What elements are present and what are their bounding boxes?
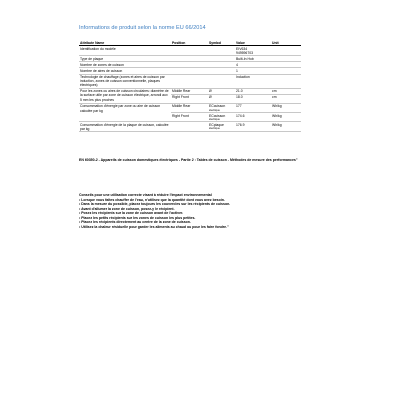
tip-item: • Posez les récipients sur la zone de cuisson avant de l'activer. (79, 211, 184, 215)
attribute-value: 174.6 (235, 113, 271, 122)
attribute-symbol: ECcuisson électrique (208, 103, 235, 112)
model-id-value: EIV634 (236, 46, 248, 51)
header-position: Position (171, 40, 208, 46)
attribute-value: Built-In Hob (235, 56, 271, 62)
product-info-table (79, 40, 301, 132)
attribute-name: Nombre de aires de cuisson (79, 68, 171, 74)
attribute-symbol: Ø (208, 88, 235, 94)
tip-item: • Dans la mesure du possible, placez toujours les couvercles sur les récipients de cuisson. (79, 202, 231, 206)
attribute-unit: Wh/kg (271, 122, 301, 132)
attribute-unit: Wh/kg (271, 113, 301, 122)
table-row (79, 46, 301, 56)
attribute-name: Type de plaque (79, 56, 171, 62)
attribute-name: Identification du modèle (79, 46, 171, 56)
standard-reference: EN 60350-2 - Appareils de cuisson domestiques électriques - Partie 2 : Tables de cuisson - Méthodes de mesure des performances" (79, 158, 298, 162)
tips-heading: Conseils pour une utilisation correcte visant à réduire l'impact environnemental (79, 193, 212, 197)
tip-item: • Lorsque vous faites chauffer de l'eau, n'utilisez que la quantité dont vous avez besoin. (79, 197, 225, 202)
attribute-symbol: ECcuisson électrique (208, 113, 235, 122)
header-symbol: Symbol (208, 40, 235, 46)
attribute-position: Right Front (171, 94, 208, 103)
product-number-value: 949596703 (236, 50, 253, 55)
usage-tips (79, 193, 319, 229)
attribute-name: Consommation d'énergie de la plaque de cuisson, calculée par kg (79, 122, 171, 132)
attribute-position: Right Front (171, 113, 208, 122)
header-attribute-name: Attribute Name (79, 40, 171, 46)
attribute-value: 4 (235, 62, 271, 68)
tip-item: • Placez les récipients directement au centre de la zone de cuisson. (79, 220, 191, 224)
document-title: Informations de produit selon la norme EU 66/2014 (79, 25, 206, 31)
tip-item: • Utilisez la chaleur résiduelle pour garder les aliments au chaud ou pour les faire fondre." (79, 224, 229, 229)
attribute-symbol: Ø (208, 94, 235, 103)
attribute-value (235, 46, 271, 56)
attribute-value: Induction (235, 74, 271, 88)
attribute-value: 177 (235, 103, 271, 112)
header-unit: Unit (271, 40, 301, 46)
attribute-name: Consommation d'énergie par zone ou aire de cuisson calculée par kg (79, 103, 171, 121)
attribute-unit: cm (271, 94, 301, 103)
attribute-value: 176.9 (235, 122, 271, 132)
attribute-value: 18.0 (235, 94, 271, 103)
header-value: Value (235, 40, 271, 46)
attribute-name: Technologie de chauffage (zones et aires de cuisson par induction, zones de cuisson conventionnelle, plaques électriques) (79, 74, 171, 88)
table-row (79, 103, 301, 112)
attribute-symbol: ECplaque électrique (208, 122, 235, 132)
table-row (79, 122, 301, 132)
attribute-value: 21.0 (235, 88, 271, 94)
attribute-name: Pour les zones ou aires de cuisson circulaires: diamètre de la surface utile par zone de cuisson électrique, arrondi aux 5 mm les plus proches (79, 88, 171, 103)
attribute-unit: cm (271, 88, 301, 94)
attribute-value: 1 (235, 68, 271, 74)
attribute-unit: Wh/kg (271, 103, 301, 112)
attribute-position: Middle Rear (171, 88, 208, 94)
attribute-position: Middle Rear (171, 103, 208, 112)
attribute-name: Nombre de zones de cuisson (79, 62, 171, 68)
tip-item: • Placez les petits récipients sur les zones de cuisson les plus petites. (79, 215, 196, 220)
tip-item: • Avant d'allumer la zone de cuisson, posez-y le récipient. (79, 206, 175, 211)
table-row (79, 74, 301, 88)
